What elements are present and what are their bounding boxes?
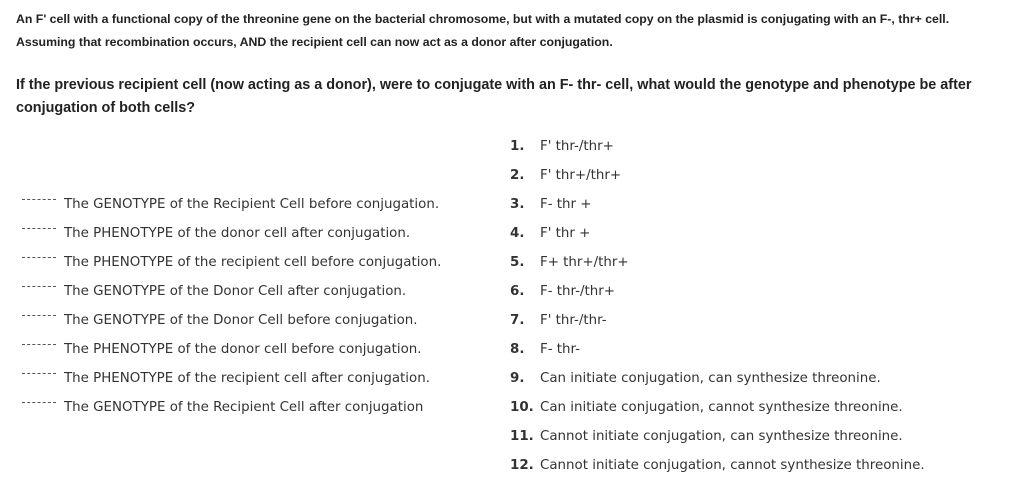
answer-blank[interactable]	[22, 402, 56, 403]
option-text: F' thr-/thr-	[540, 313, 607, 328]
answer-options-list	[510, 132, 925, 480]
question-text: If the previous recipient cell (now acting as a donor), were to conjugate with an F- thr- cell, what would the genotype and phenotype be after conjugation of both cells?	[16, 77, 972, 116]
answer-option	[510, 306, 925, 335]
option-number: 8.	[510, 342, 525, 357]
option-number: 6.	[510, 284, 525, 299]
answer-option	[510, 190, 925, 219]
intro-text: An F' cell with a functional copy of the threonine gene on the bacterial chromosome, but with a mutated copy on the plasmid is conjugating with an F-, thr+ cell. Assuming that recombination occurs, AND the recipient cell can now act as a donor after conjugation.	[16, 12, 950, 49]
match-item-label: The PHENOTYPE of the donor cell after conjugation.	[64, 226, 411, 241]
option-number: 3.	[510, 197, 525, 212]
answer-blank[interactable]	[22, 373, 56, 374]
option-number: 9.	[510, 371, 525, 386]
option-text: Cannot initiate conjugation, cannot synthesize threonine.	[540, 458, 925, 473]
answer-option	[510, 161, 925, 190]
option-text: F- thr-/thr+	[540, 284, 615, 299]
answer-blank[interactable]	[22, 257, 56, 258]
answer-blank[interactable]	[22, 344, 56, 345]
match-item	[22, 393, 441, 422]
match-item	[22, 248, 441, 277]
option-text: F- thr-	[540, 342, 581, 357]
option-number: 10.	[510, 400, 534, 415]
option-number: 7.	[510, 313, 525, 328]
match-item-label: The GENOTYPE of the Donor Cell before conjugation.	[64, 313, 418, 328]
option-number: 1.	[510, 139, 525, 154]
option-text: F' thr+/thr+	[540, 168, 622, 183]
match-item	[22, 335, 441, 364]
answer-option	[510, 451, 925, 480]
match-item-label: The PHENOTYPE of the recipient cell before conjugation.	[64, 255, 442, 270]
option-number: 12.	[510, 458, 534, 473]
option-number: 5.	[510, 255, 525, 270]
match-item-label: The GENOTYPE of the Recipient Cell after conjugation	[64, 400, 424, 415]
answer-option	[510, 335, 925, 364]
answer-option	[510, 248, 925, 277]
match-item-label: The GENOTYPE of the Recipient Cell before conjugation.	[64, 197, 440, 212]
match-item-label: The PHENOTYPE of the donor cell before conjugation.	[64, 342, 422, 357]
option-text: F+ thr+/thr+	[540, 255, 629, 270]
match-item	[22, 190, 441, 219]
answer-option	[510, 422, 925, 451]
answer-blank[interactable]	[22, 199, 56, 200]
match-item	[22, 306, 441, 335]
match-item	[22, 219, 441, 248]
option-number: 2.	[510, 168, 525, 183]
match-list	[22, 190, 441, 422]
answer-blank[interactable]	[22, 315, 56, 316]
option-text: F- thr +	[540, 197, 592, 212]
option-text: Cannot initiate conjugation, can synthesize threonine.	[540, 429, 903, 444]
option-text: F' thr-/thr+	[540, 139, 614, 154]
match-item-label: The GENOTYPE of the Donor Cell after conjugation.	[64, 284, 407, 299]
option-number: 11.	[510, 429, 534, 444]
option-text: Can initiate conjugation, cannot synthesize threonine.	[540, 400, 903, 415]
answer-option	[510, 364, 925, 393]
option-text: Can initiate conjugation, can synthesize threonine.	[540, 371, 881, 386]
option-number: 4.	[510, 226, 525, 241]
match-item-label: The PHENOTYPE of the recipient cell after conjugation.	[64, 371, 430, 386]
answer-option	[510, 132, 925, 161]
answer-option	[510, 219, 925, 248]
answer-blank[interactable]	[22, 286, 56, 287]
match-item	[22, 277, 441, 306]
answer-blank[interactable]	[22, 228, 56, 229]
answer-option	[510, 277, 925, 306]
option-text: F' thr +	[540, 226, 591, 241]
match-item	[22, 364, 441, 393]
answer-option	[510, 393, 925, 422]
